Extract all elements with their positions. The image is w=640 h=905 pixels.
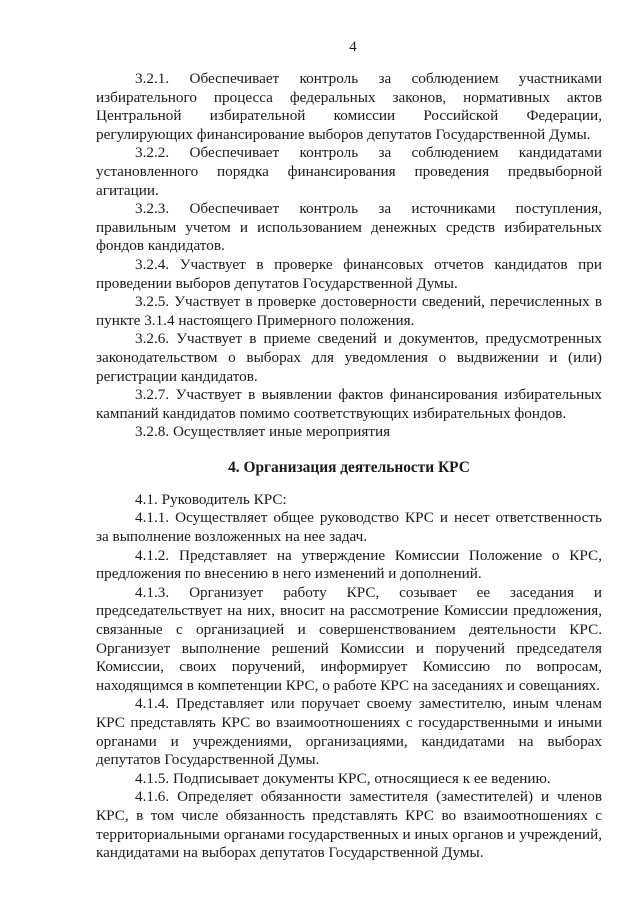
paragraph-3-2-7: 3.2.7. Участвует в выявлении фактов финансирования избирательных кампаний кандидатов помимо соответствующих избирательных фондов.: [96, 386, 602, 422]
paragraph-4-1-5: 4.1.5. Подписывает документы КРС, относящиеся к ее ведению.: [135, 769, 551, 787]
paragraph-3-2-2: 3.2.2. Обеспечивает контроль за соблюдением кандидатами установленного порядка финансирования проведения предвыборной агитации.: [96, 144, 602, 199]
paragraph-4-1-1: 4.1.1. Осуществляет общее руководство КРС и несет ответственность за выполнение возложенных на нее задач.: [96, 509, 602, 546]
paragraph-3-2-6: 3.2.6. Участвует в приеме сведений и документов, предусмотренных законодательством о выборах для уведомления о выдвижении и (или) регистрации кандидатов.: [96, 330, 602, 385]
paragraph-4-1-4: 4.1.4. Представляет или поручает своему заместителю, иным членам КРС представлять КРС во взаимоотношениях с государственными и иными органами и учреждениями, организациями, кандидатами на выборах депутатов Государственной Думы.: [96, 695, 602, 769]
paragraph-3-2-4: 3.2.4. Участвует в проверке финансовых отчетов кандидатов при проведении выборов депутатов Государственной Думы.: [96, 255, 602, 292]
section-heading: 4. Организация деятельности КРС: [228, 458, 470, 476]
paragraph-3-2-3: 3.2.3. Обеспечивает контроль за источниками поступления, правильным учетом и использованием денежных средств избирательных фондов кандидатов.: [96, 200, 602, 255]
paragraph-4-1-2: 4.1.2. Представляет на утверждение Комиссии Положение о КРС, предложения по внесению в него изменений и дополнений.: [96, 546, 602, 583]
paragraph-3-2-1: 3.2.1. Обеспечивает контроль за соблюдением участниками избирательного процесса федеральных законов, нормативных актов Центральной избирательной комиссии Российской Федерации, регулирующих финансирование выборов депутатов Государственной Думы.: [96, 70, 602, 143]
paragraph-4-1: 4.1. Руководитель КРС:: [135, 490, 287, 508]
section-3-items: [96, 70, 602, 442]
paragraph-4-1-6: 4.1.6. Определяет обязанности заместителя (заместителей) и членов КРС, в том числе обязанность представлять КРС во взаимоотношениях с территориальными органами государственных и иных органов и учреждений, кандидатами на выборах депутатов Государственной Думы.: [96, 788, 602, 862]
paragraph-3-2-8: 3.2.8. Осуществляет иные мероприятия: [135, 423, 391, 441]
paragraph-3-2-5: 3.2.5. Участвует в проверке достоверности сведений, перечисленных в пункте 3.1.4 настоящего Примерного положения.: [96, 293, 602, 329]
paragraph-4-1-3: 4.1.3. Организует работу КРС, созывает ее заседания и председательствует на них, вносит на рассмотрение Комиссии предложения, связанные с организацией и совершенствованием деятельности КРС. Организует выполнение решений Комиссии и поручений председателя Комиссии, своих поручений, информирует Комиссию по вопросам, находящимся в компетенции КРС, о работе КРС на заседаниях и совещаниях.: [96, 583, 602, 694]
page-number: 4: [349, 39, 357, 55]
section-4-items: [96, 491, 602, 863]
